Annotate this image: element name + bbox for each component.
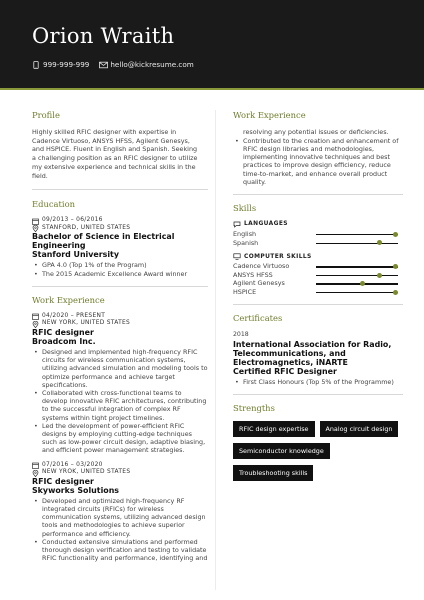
job-role: RFIC designer: [32, 328, 94, 337]
list-item: • Developed and optimized high-frequency RF integrated circuits (RFICs) for wireless communication systems, utilizing advanced design tools and methodologies to achieve superior performance and efficiency.: [32, 497, 208, 538]
job-bullets: [32, 348, 208, 455]
languages-list: [233, 230, 403, 247]
header-accent-line: [0, 88, 424, 90]
divider: [32, 286, 208, 287]
school: Stanford University: [32, 250, 119, 260]
degree: Bachelor of Science in Electrical Engineering: [32, 232, 175, 251]
strengths-tags: [233, 421, 405, 481]
job-bullets: [32, 497, 208, 563]
skill-name: Agilent Genesys: [233, 279, 285, 288]
skills-title: Skills: [233, 202, 257, 213]
skill-row: [233, 230, 403, 239]
education-location: STANFORD, UNITED STATES: [32, 225, 208, 233]
skill-row: [233, 288, 403, 297]
job-location: NEW YROK, UNITED STATES: [32, 469, 208, 477]
skill-name: English: [233, 229, 257, 238]
calendar-icon: [32, 313, 39, 320]
profile-title: Profile: [32, 110, 60, 120]
skill-row: [233, 279, 403, 288]
strengths-title: Strengths: [233, 403, 275, 414]
skill-row: [233, 239, 403, 248]
job-entry: [32, 462, 208, 563]
skill-name: HSPICE: [233, 287, 257, 296]
calendar-icon: [32, 218, 39, 225]
certificate-organization: International Association for Radio, Telecommunications, and Electromagnetics, iNARTE: [233, 340, 392, 368]
job-entry: [32, 313, 208, 455]
phone-icon: [32, 61, 40, 69]
computer-skills-list: [233, 262, 403, 296]
location-pin-icon: [32, 321, 39, 328]
languages-title: LANGUAGES: [233, 221, 403, 228]
header: [0, 0, 424, 88]
profile-text: Highly skilled RFIC designer with expertise in Cadence Virtuoso, ANSYS HFSS, Agilent Genesys, and HSPICE. Fluent in English and Spanish. Seeking a challenging position as an RFIC designer to utilize my extensive experience and technical skills in the field.: [32, 128, 198, 180]
monitor-icon: [233, 253, 241, 260]
list-item: • Led the development of power-efficient RFIC designs by employing cutting-edge techniques such as low-power circuit design, adaptive biasing, and efficient power management strategies.: [32, 422, 208, 455]
strength-tag: RFIC design expertise: [233, 421, 315, 437]
speech-bubble-icon: [233, 221, 241, 228]
strength-tag: Troubleshooting skills: [233, 465, 313, 481]
skill-row: [233, 271, 403, 280]
left-column: [32, 110, 208, 562]
mail-icon: [99, 61, 107, 69]
skill-bar: [316, 234, 398, 236]
job-location: NEW YORK, UNITED STATES: [32, 320, 208, 328]
candidate-name: Orion Wraith: [32, 24, 175, 48]
list-item: • Contributed to the creation and enhancement of RFIC design libraries and methodologies, implementing innovative techniques and best practices to improve design efficiency, reduce time-to-market, and enhance overall product quality.: [233, 137, 403, 186]
skill-level-dot: [393, 264, 398, 269]
job-company: Broadcom Inc.: [32, 337, 96, 346]
list-item: • GPA 4.0 (Top 1% of the Program): [32, 261, 208, 269]
divider: [233, 194, 403, 195]
work-experience-title: Work Experience: [32, 294, 105, 305]
skill-bar: [316, 283, 398, 285]
list-item: • Collaborated with cross-functional teams to develop innovative RFIC architectures, contributing to the successful integration of complex RF systems within tight project timelines.: [32, 389, 208, 422]
calendar-icon: [32, 462, 39, 469]
skill-bar: [316, 292, 398, 294]
skill-level-dot: [393, 290, 398, 295]
certificates-title: Certificates: [233, 313, 283, 324]
list-item: • The 2015 Academic Excellence Award winner: [32, 270, 208, 278]
certificate-bullets: [233, 378, 403, 386]
column-divider: [215, 110, 216, 590]
list-item: • Conducted extensive simulations and performed thorough design verification and testing to validate RFIC functionality and performance, identifying and: [32, 538, 208, 563]
skill-level-dot: [360, 281, 365, 286]
job-dates: 04/2020 – PRESENT: [32, 313, 208, 321]
divider: [233, 394, 403, 395]
job-company: Skyworks Solutions: [32, 485, 120, 495]
skill-name: ANSYS HFSS: [233, 270, 273, 279]
education-bullets: [32, 261, 208, 277]
list-item: • First Class Honours (Top 5% of the Programme): [233, 378, 403, 386]
email-address[interactable]: hello@kickresume.com: [110, 60, 194, 69]
education-dates: 09/2013 – 06/2016: [32, 217, 208, 225]
contact-line: [32, 60, 194, 69]
work-continued-text: resolving any potential issues or deficiencies.: [243, 128, 389, 136]
skill-name: Cadence Virtuoso: [233, 262, 290, 271]
divider: [233, 304, 403, 305]
skill-level-dot: [377, 273, 382, 278]
skill-bar: [316, 243, 398, 245]
job-bullets: [233, 137, 403, 186]
strength-tag: Analog circuit design: [320, 421, 399, 437]
strength-tag: Semiconductor knowledge: [233, 443, 330, 459]
right-column: [233, 110, 403, 481]
certificate-year: 2018: [233, 331, 249, 339]
education-title: Education: [32, 199, 76, 210]
list-item: • Designed and implemented high-frequency RFIC circuits for wireless communication systems, utilizing advanced simulation and modeling tools to optimize performance and achieve target specifications.: [32, 348, 208, 389]
job-dates: 07/2016 – 03/2020: [32, 462, 208, 470]
divider: [32, 189, 208, 190]
skill-row: [233, 262, 403, 271]
phone-number[interactable]: 999-999-999: [43, 60, 90, 69]
location-pin-icon: [32, 470, 39, 477]
skill-level-dot: [377, 240, 382, 245]
skill-level-dot: [393, 232, 398, 237]
work-experience-title-continued: Work Experience: [233, 110, 306, 120]
job-role: RFIC designer: [32, 476, 94, 486]
skill-name: Spanish: [233, 238, 259, 247]
computer-skills-title: COMPUTER SKILLS: [233, 253, 403, 260]
certificate-name: Certified RFIC Designer: [233, 367, 337, 377]
skill-bar: [316, 275, 398, 277]
location-pin-icon: [32, 225, 39, 232]
skill-bar: [316, 266, 398, 268]
